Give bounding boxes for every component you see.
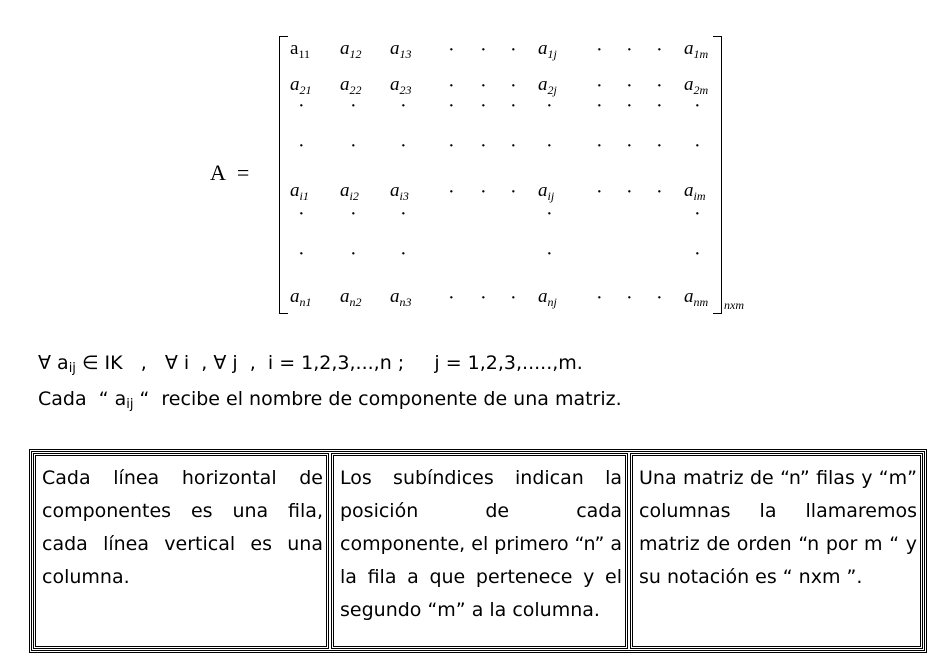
ellipsis-dot: · <box>448 181 455 203</box>
ellipsis-dot: · <box>510 95 517 117</box>
matrix-entry: $a_{1j}$ <box>538 38 557 61</box>
matrix-entry: $a_{nj}$ <box>538 286 557 309</box>
ellipsis-dot: · <box>480 95 487 117</box>
ellipsis-dot: · <box>626 95 633 117</box>
ellipsis-dot: · <box>596 39 603 61</box>
right-bracket <box>713 36 722 314</box>
ellipsis-dot: · <box>480 39 487 61</box>
matrix-entry: $a_{n1}$ <box>290 286 312 309</box>
ellipsis-dot: · <box>298 95 305 117</box>
ellipsis-dot: · <box>694 203 701 225</box>
ellipsis-dot: · <box>350 243 357 265</box>
ellipsis-dot: · <box>626 135 633 157</box>
ellipsis-dot: · <box>510 75 517 97</box>
matrix-entry: $a_{1m}$ <box>684 38 709 61</box>
matrix-entry: $a_{im}$ <box>684 180 706 203</box>
matrix-entry: $a_{n2}$ <box>340 286 362 309</box>
ellipsis-dot: · <box>400 135 407 157</box>
ellipsis-dot: · <box>656 75 663 97</box>
ellipsis-dot: · <box>596 135 603 157</box>
left-bracket <box>279 36 288 314</box>
ellipsis-dot: · <box>400 243 407 265</box>
ellipsis-dot: · <box>350 135 357 157</box>
ellipsis-dot: · <box>510 287 517 309</box>
matrix-name: A = <box>210 160 250 185</box>
table-cell-order: Una matriz de “n” filas y “m” columnas la llamaremos matriz de orden “n por m “ y su notación es “ nxm ”. <box>630 453 923 649</box>
explanation-table <box>29 449 927 653</box>
ellipsis-dot: · <box>546 203 553 225</box>
ellipsis-dot: · <box>694 243 701 265</box>
ellipsis-dot: · <box>298 135 305 157</box>
ellipsis-dot: · <box>694 95 701 117</box>
ellipsis-dot: · <box>626 181 633 203</box>
ellipsis-dot: · <box>546 95 553 117</box>
ellipsis-dot: · <box>448 75 455 97</box>
ellipsis-dot: · <box>626 75 633 97</box>
ellipsis-dot: · <box>656 39 663 61</box>
quantifier-line: ∀ $a_{ij}$ ∈ IK , ∀ i , ∀ j , i = 1,2,3,...,n ; j = 1,2,3,.....,m. <box>38 352 583 376</box>
matrix-entry: $a_{22}$ <box>340 74 362 97</box>
ellipsis-dot: · <box>448 95 455 117</box>
ellipsis-dot: · <box>546 243 553 265</box>
ellipsis-dot: · <box>596 181 603 203</box>
matrix-entry: $a_{2m}$ <box>684 74 709 97</box>
matrix-entry: $a_{i1}$ <box>290 180 309 203</box>
ellipsis-dot: · <box>656 135 663 157</box>
matrix-entry: $a_{i2}$ <box>340 180 359 203</box>
matrix-entry: $a_{12}$ <box>340 38 362 61</box>
ellipsis-dot: · <box>298 203 305 225</box>
ellipsis-dot: · <box>596 287 603 309</box>
ellipsis-dot: · <box>596 95 603 117</box>
ellipsis-dot: · <box>626 287 633 309</box>
matrix-figure <box>0 0 942 330</box>
matrix-entry: $a_{i3}$ <box>390 180 409 203</box>
ellipsis-dot: · <box>694 135 701 157</box>
ellipsis-dot: · <box>656 95 663 117</box>
ellipsis-dot: · <box>510 135 517 157</box>
ellipsis-dot: · <box>596 75 603 97</box>
ellipsis-dot: · <box>350 95 357 117</box>
ellipsis-dot: · <box>400 95 407 117</box>
ellipsis-dot: · <box>448 135 455 157</box>
ellipsis-dot: · <box>480 287 487 309</box>
matrix-entry: $a_{ij}$ <box>538 180 555 203</box>
matrix-entry: $a_{nm}$ <box>684 286 709 309</box>
matrix-entry: $a_{13}$ <box>390 38 412 61</box>
ellipsis-dot: · <box>480 75 487 97</box>
matrix-entry: $a_{2j}$ <box>538 74 557 97</box>
ellipsis-dot: · <box>400 203 407 225</box>
component-line: Cada “ $a_{ij}$ “ recibe el nombre de componente de una matriz. <box>38 388 622 412</box>
ellipsis-dot: · <box>350 203 357 225</box>
ellipsis-dot: · <box>656 181 663 203</box>
ellipsis-dot: · <box>546 135 553 157</box>
ellipsis-dot: · <box>448 287 455 309</box>
ellipsis-dot: · <box>510 39 517 61</box>
matrix-entry: $a_{11}$ <box>290 38 310 61</box>
ellipsis-dot: · <box>448 39 455 61</box>
matrix-entry: $a_{n3}$ <box>390 286 412 309</box>
ellipsis-dot: · <box>480 135 487 157</box>
matrix-entry: $a_{21}$ <box>290 74 312 97</box>
ellipsis-dot: · <box>626 39 633 61</box>
table-cell-subscripts: Los subíndices indican la posición de cada componente, el primero “n” a la fila a que pertenece y el segundo “m” a la columna. <box>331 453 628 649</box>
ellipsis-dot: · <box>510 181 517 203</box>
matrix-entry: $a_{23}$ <box>390 74 412 97</box>
ellipsis-dot: · <box>480 181 487 203</box>
ellipsis-dot: · <box>298 243 305 265</box>
matrix-order: nxm <box>724 298 744 312</box>
ellipsis-dot: · <box>656 287 663 309</box>
table-cell-rows-columns: Cada línea horizontal de componentes es una fila, cada línea vertical es una columna. <box>33 453 329 649</box>
